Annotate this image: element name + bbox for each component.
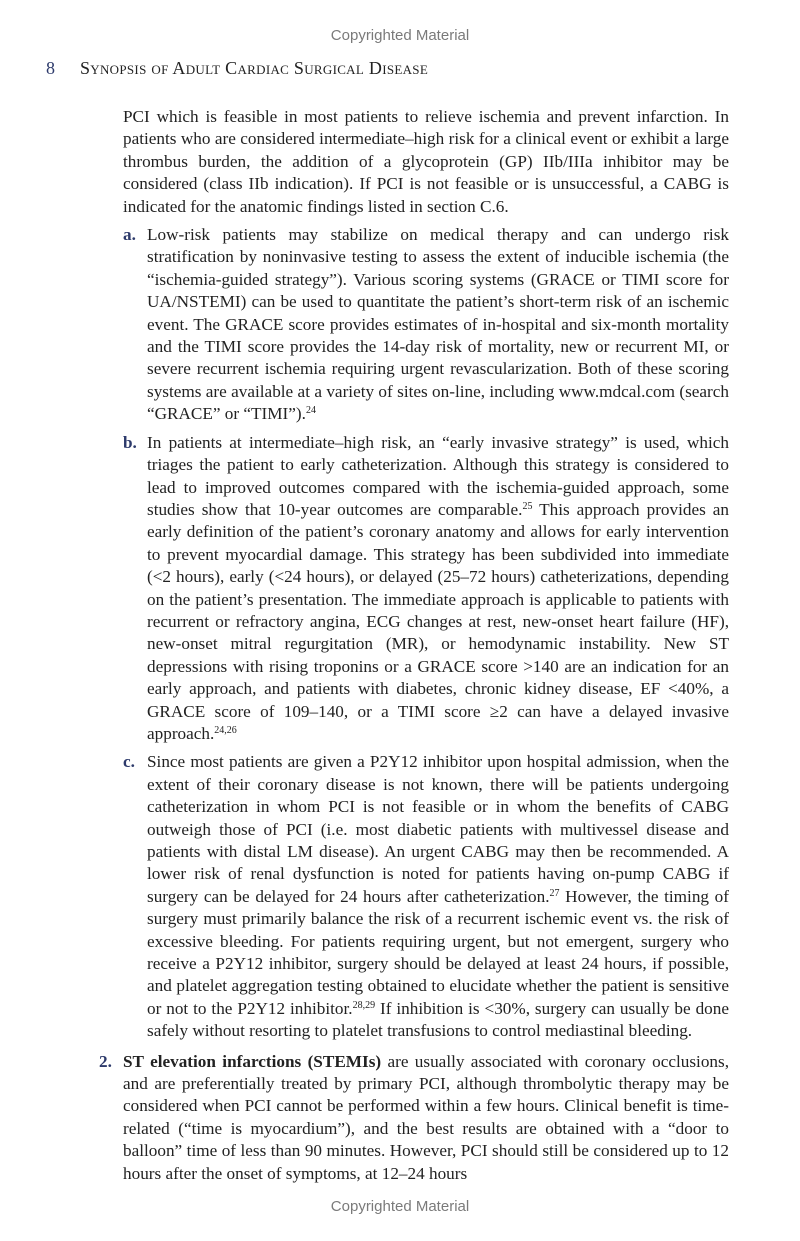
page-body: [99, 106, 729, 1185]
numbered-item-text: are usually associated with coronary occlusions, and are preferentially treated by primary PCI, although thrombolytic therapy may be considered when PCI cannot be performed within a few hours. Clinical benefit is time-related (“time is myocardium”), and the best results are obtained with a “door to balloon” time of less than 90 minutes. However, PCI should still be considered up to 12 hours after the onset of symptoms, at 12–24 hours: [123, 1051, 729, 1183]
intro-paragraph: PCI which is feasible in most patients to relieve ischemia and prevent infarction. In patients who are considered intermediate–high risk for a clinical event or exhibit a large thrombus burden, the addition of a glycoprotein (GP) IIb/IIIa inhibitor may be considered (class IIb indication). If PCI is not feasible or is unsuccessful, a CABG is indicated for the anatomic findings listed in section C.6.: [123, 107, 729, 216]
reference-superscript: 27: [549, 887, 560, 899]
list-marker: a.: [123, 225, 136, 245]
copyright-watermark-bottom: Copyrighted Material: [330, 1198, 470, 1215]
list-item-text: This approach provides an early definition of the patient’s coronary anatomy and allows for early intervention to prevent myocardial damage. This strategy has been subdivided into immediate (<2 hours), early (<24 hours), or delayed (25–72 hours) catheterizations, depending on the patient’s presentation. The immediate approach is applicable to patients with recurrent or refractory angina, ECG changes at rest, new-onset heart failure (HF), new-onset mitral regurgitation (MR), or hemodynamic instability. New ST depressions with rising troponins or a GRACE score >140 are an indication for an early approach, and patients with diabetes, chronic kidney disease, EF <40%, a GRACE score of 109–140, or a TIMI score ≥2 can have a delayed invasive approach.: [147, 499, 729, 743]
list-item-a: [123, 224, 729, 426]
list-marker: c.: [123, 752, 135, 772]
list-item-text: In patients at intermediate–high risk, an “early invasive strategy” is used, which triages the patient to early catheterization. Although this strategy is considered to lead to improved outcomes compared with the ischemia-guided approach, some studies show that 10-year outcomes are comparable.: [147, 432, 729, 519]
numbered-item-2: [99, 1051, 729, 1185]
reference-superscript: 24,26: [214, 724, 237, 736]
bold-lead-term: ST elevation infarctions (STEMIs): [123, 1051, 382, 1071]
list-item-b: [123, 432, 729, 746]
list-item-text: However, the timing of surgery must primarily balance the risk of a recurrent ischemic event vs. the risk of excessive bleeding. For patients requiring urgent, but not emergent, surgery who receive a P2Y12 inhibitor, surgery should be delayed at least 24 hours, if possible, and platelet aggregation testing obtained to elucidate whether the patient is sensitive or not to the P2Y12 inhibitor.: [147, 886, 729, 1018]
reference-superscript: 28,29: [352, 999, 376, 1011]
book-title: Synopsis of Adult Cardiac Surgical Disease: [80, 58, 429, 78]
list-marker: b.: [123, 432, 137, 452]
list-item-text: If inhibition is <30%, surgery can usually be done safely without resorting to platelet transfusions to control mediastinal bleeding.: [147, 998, 729, 1041]
list-marker: 2.: [99, 1051, 112, 1071]
reference-superscript: 25: [522, 500, 533, 512]
reference-superscript: 24: [305, 405, 316, 417]
list-item-c: [123, 751, 729, 1042]
running-head: [46, 58, 428, 79]
list-item-text: Since most patients are given a P2Y12 inhibitor upon hospital admission, when the extent of their coronary disease is not known, there will be patients undergoing catheterization in whom PCI is not feasible or in whom the benefits of CABG outweigh those of PCI (i.e. most diabetic patients with multivessel disease and patients with distal LM disease). An urgent CABG may then be recommended. A lower risk of renal dysfunction is noted for patients having on-pump CABG if surgery can be delayed for 24 hours after catheterization.: [147, 752, 729, 906]
list-item-text: Low-risk patients may stabilize on medical therapy and can undergo risk stratification by noninvasive testing to assess the extent of inducible ischemia (the “ischemia-guided strategy”). Various scoring systems (GRACE or TIMI score for UA/NSTEMI) can be used to quantitate the patient’s short-term risk of an ischemic event. The GRACE score provides estimates of in-hospital and six-month mortality and the TIMI score provides the 14-day risk of mortality, new or recurrent MI, or severe recurrent ischemia requiring urgent revascularization. Both of these scoring systems are available at a variety of sites on-line, including www.mdcal.com (search “GRACE” or “TIMI”).: [147, 225, 729, 424]
page-number: 8: [46, 58, 55, 78]
copyright-watermark-top: Copyrighted Material: [330, 27, 470, 44]
